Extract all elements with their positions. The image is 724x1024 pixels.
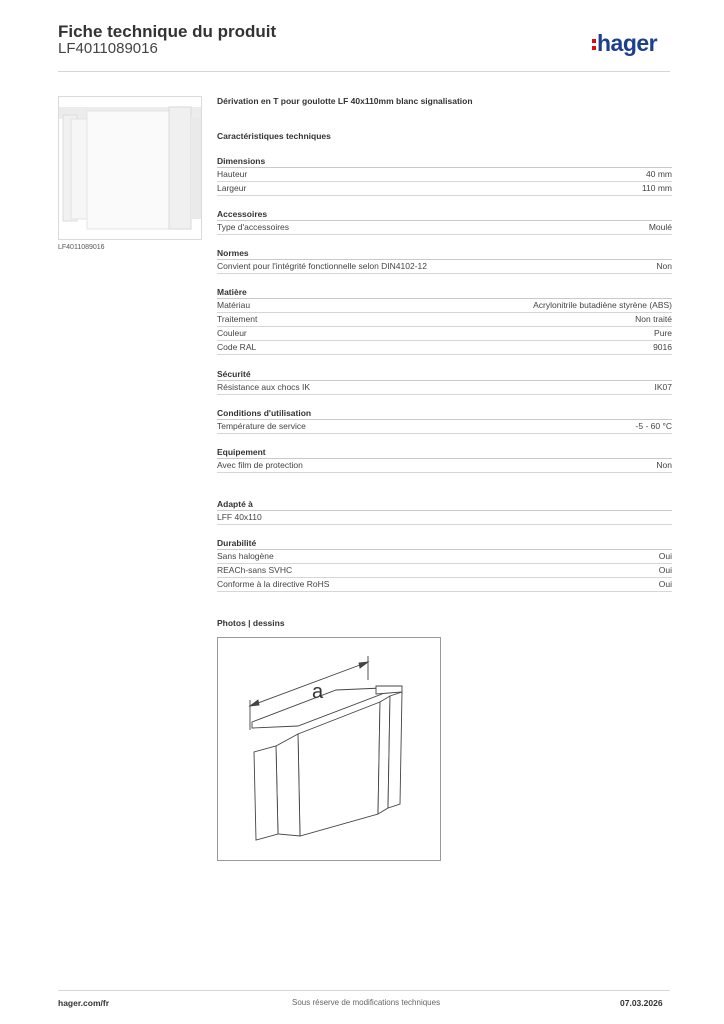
spec-label: REACh-sans SVHC (217, 565, 293, 575)
section-dimensions (217, 155, 672, 196)
section-title: Equipement (217, 446, 672, 459)
spec-row (217, 221, 672, 235)
section-accessories (217, 208, 672, 235)
spec-row (217, 327, 672, 341)
section-material (217, 286, 672, 355)
product-description: Dérivation en T pour goulotte LF 40x110mm blanc signalisation (217, 96, 473, 106)
spec-value: Oui (658, 551, 672, 561)
spec-value: Oui (658, 565, 672, 575)
spec-label: Résistance aux chocs IK (217, 382, 311, 392)
spec-row (217, 420, 672, 434)
spec-label: Type d'accessoires (217, 222, 290, 232)
footer-divider (58, 990, 670, 991)
section-title: Dimensions (217, 155, 672, 168)
spec-label: Convient pour l'intégrité fonctionnelle selon DIN4102-12 (217, 261, 428, 271)
section-equipment (217, 446, 672, 473)
footer-date: 07.03.2026 (620, 998, 663, 1008)
spec-row (217, 550, 672, 564)
spec-row (217, 313, 672, 327)
section-compatible (217, 498, 672, 525)
section-title: Sécurité (217, 368, 672, 381)
spec-row (217, 381, 672, 395)
section-title: Durabilité (217, 537, 672, 550)
spec-label: LFF 40x110 (217, 512, 262, 522)
section-title: Adapté à (217, 498, 672, 511)
spec-row (217, 182, 672, 196)
spec-row (217, 511, 672, 525)
product-image-caption: LF4011089016 (58, 244, 105, 251)
spec-value: Oui (658, 579, 672, 589)
spec-value: -5 - 60 °C (635, 421, 672, 431)
spec-label: Traitement (217, 314, 258, 324)
spec-label: Matériau (217, 300, 251, 310)
section-safety (217, 368, 672, 395)
header-divider (58, 71, 670, 72)
section-title: Accessoires (217, 208, 672, 221)
t-junction-drawing-icon (218, 638, 440, 860)
footer-notice: Sous réserve de modifications techniques (292, 998, 441, 1007)
dimension-label: a (312, 681, 324, 703)
spec-row (217, 459, 672, 473)
spec-label: Sans halogène (217, 551, 274, 561)
product-reference: LF4011089016 (58, 40, 158, 57)
spec-row (217, 168, 672, 182)
spec-label: Avec film de protection (217, 460, 303, 470)
footer-website-link[interactable]: hager.com/fr (58, 998, 110, 1008)
spec-value: IK07 (654, 382, 672, 392)
spec-value: 40 mm (646, 169, 672, 179)
logo-text: hager (597, 30, 658, 56)
tech-characteristics-title: Caractéristiques techniques (217, 131, 331, 141)
spec-label: Couleur (217, 328, 247, 338)
spec-row (217, 299, 672, 313)
logo-dots-icon (592, 36, 596, 53)
spec-row (217, 578, 672, 592)
spec-value: Non (656, 460, 672, 470)
section-sustainability (217, 537, 672, 592)
section-standards (217, 247, 672, 274)
spec-value: Moulé (648, 222, 672, 232)
spec-value: Pure (654, 328, 672, 338)
section-title: Normes (217, 247, 672, 260)
section-title: Matière (217, 286, 672, 299)
spec-label: Température de service (217, 421, 306, 431)
spec-value: 9016 (653, 342, 672, 352)
spec-row (217, 564, 672, 578)
spec-label: Code RAL (217, 342, 257, 352)
page-title: Fiche technique du produit (58, 22, 277, 41)
spec-label: Conforme à la directive RoHS (217, 579, 330, 589)
spec-value: Acrylonitrile butadiène styrène (ABS) (533, 300, 672, 310)
section-title: Conditions d'utilisation (217, 407, 672, 420)
spec-row (217, 341, 672, 355)
spec-label: Largeur (217, 183, 247, 193)
spec-value: Non traité (635, 314, 672, 324)
photos-title: Photos | dessins (217, 618, 285, 628)
product-photo-icon (59, 97, 201, 239)
spec-row (217, 260, 672, 274)
spec-label: Hauteur (217, 169, 248, 179)
product-image (58, 96, 202, 240)
section-conditions (217, 407, 672, 434)
hager-logo (592, 30, 657, 57)
technical-drawing (217, 637, 441, 861)
spec-value: 110 mm (641, 183, 672, 193)
spec-value: Non (656, 261, 672, 271)
